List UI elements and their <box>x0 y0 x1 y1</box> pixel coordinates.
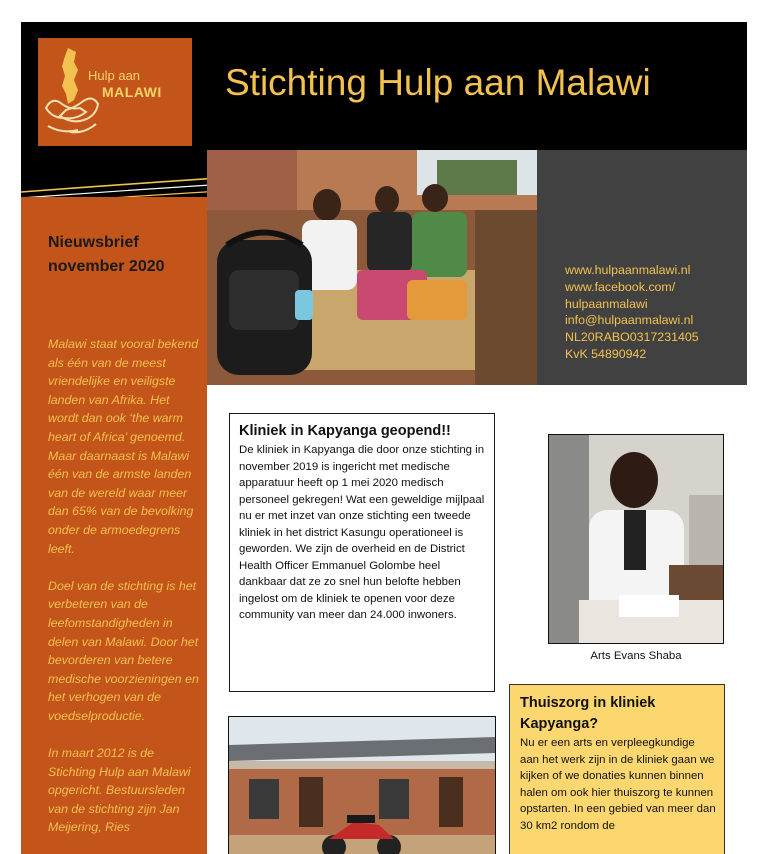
contact-info-block <box>537 150 747 385</box>
sidebar <box>21 197 207 854</box>
sidebar-paragraph-1: Malawi staat vooral bekend als één van de meest vriendelijke en veiligste landen van Afrika. Het wordt dan ook ‘the warm heart of Africa’ genoemd. Maar daarnaast is Malawi één van de armste landen van de wereld waar meer dan 65% van de bevolking onder de armoedegrens leeft. <box>48 337 199 556</box>
doctor-photo <box>548 434 724 644</box>
contact-kvk: KvK 54890942 <box>565 346 647 361</box>
doctor-photo-illustration <box>549 435 724 644</box>
homecare-box <box>509 684 725 854</box>
article-clinic-opened <box>229 413 495 692</box>
contact-lines <box>565 262 699 363</box>
contact-facebook-line1[interactable]: www.facebook.com/ <box>565 279 676 294</box>
newsletter-page <box>21 22 747 854</box>
clinic-building-illustration <box>229 717 496 854</box>
homecare-title: Thuiszorg in kliniek Kapyanga? <box>520 695 656 732</box>
logo-text-line1: Hulp aan <box>88 68 141 83</box>
hero-photo-illustration <box>207 150 539 385</box>
homecare-body: Nu er een arts en verpleegkundige aan het werk zijn in de kliniek gaan we kijken of we donaties kunnen binnen halen om ook hier thuiszorg te kunnen opstarten. In een gebied van meer dan 30 km2 rondom de <box>520 737 716 832</box>
newsletter-title: Nieuwsbrief november 2020 <box>48 234 165 275</box>
clinic-building-photo <box>228 716 496 854</box>
contact-facebook-line2[interactable]: hulpaanmalawi <box>565 296 648 311</box>
sidebar-paragraph-2: Doel van de stichting is het verbeteren van de leefomstandigheden in delen van Malawi. Door het bevorderen van betere medische voorzieningen en het verhogen van de voedselproductie. <box>48 578 199 723</box>
sidebar-paragraph-3: In maart 2012 is de Stichting Hulp aan Malawi opgericht. Bestuursleden van de stichting zijn Jan Meijering, Ries <box>48 746 191 835</box>
doctor-photo-caption: Arts Evans Shaba <box>590 650 682 662</box>
contact-iban: NL20RABO0317231405 <box>565 330 699 345</box>
logo-text-line2: MALAWI <box>102 84 162 100</box>
sidebar-intro-text <box>48 335 202 854</box>
contact-email[interactable]: info@hulpaanmalawi.nl <box>565 313 694 328</box>
logo <box>38 38 192 146</box>
article-title: Kliniek in Kapyanga geopend!! <box>239 423 451 439</box>
hero-photo-women-with-backpack <box>207 150 539 385</box>
site-title: Stichting Hulp aan Malawi <box>225 62 651 103</box>
article-body: De kliniek in Kapyanga die door onze stichting in november 2019 is ingericht met medische apparatuur heeft op 1 mei 2020 medisch personeel gekregen! Wat een geweldige mijlpaal nu er met inzet van onze stichting een tweede kliniek in het district Kasungu operationeel is geworden. We zijn de overheid en de District Health Officer Emmanuel Golombe heel dankbaar dat ze zo snel hun belofte hebben ingelost om de kliniek te openen voor deze community van meer dan 24.000 inwoners. <box>239 444 485 621</box>
contact-website[interactable]: www.hulpaanmalawi.nl <box>565 263 691 277</box>
